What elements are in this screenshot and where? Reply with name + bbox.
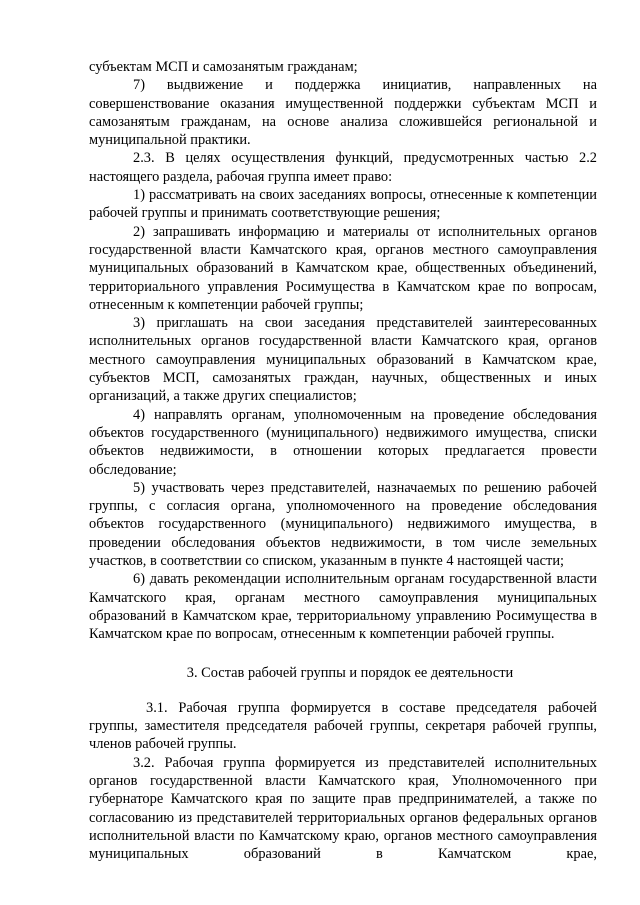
paragraph-3-1: 3.1. Рабочая группа формируется в составе председателя рабочей группы, заместителя председателя рабочей группы, секретаря рабочей группы, членов рабочей группы.: [89, 699, 597, 753]
paragraph-3-2: 3.2. Рабочая группа формируется из представителей исполнительных органов государственной власти Камчатского края, Уполномоченного при губернаторе Камчатского края по защите прав предпринимателей, а также по согласованию из представителей территориальных органов федеральных органов исполнительной власти по Камчатскому краю, органов местного самоуправления муниципальных образований в Камчатском крае,: [89, 754, 597, 863]
paragraph-item-3: 3) приглашать на свои заседания представителей заинтересованных исполнительных органов государственной власти Камчатского края, органов местного самоуправления муниципальных образований в Камчатском крае, субъектов МСП, самозанятых граждан, научных, общественных и иных организаций, а также других специалистов;: [89, 315, 597, 405]
document-page: [89, 58, 597, 863]
paragraph-item-1: 1) рассматривать на своих заседаниях вопросы, отнесенные к компетенции рабочей группы и принимать соответствующие решения;: [89, 187, 597, 222]
paragraph-item-6: 6) давать рекомендации исполнительным органам государственной власти Камчатского края, органам местного самоуправления муниципальных образований в Камчатском крае, территориальному управлению Росимущества в Камчатском крае по вопросам, отнесенным к компетенции рабочей группы.: [89, 571, 597, 643]
paragraph-item-4: 4) направлять органам, уполномоченным на проведение обследования объектов государственного (муниципального) недвижимого имущества, списки объектов недвижимости, в отношении которых предлагается провести обследование;: [89, 406, 597, 478]
paragraph-item-7: 7) выдвижение и поддержка инициатив, направленных на совершенствование оказания имущественной поддержки субъектам МСП и самозанятым гражданам, на основе анализа сложившейся региональной и муниципальной практики.: [89, 77, 597, 149]
paragraph-item-2: 2) запрашивать информацию и материалы от исполнительных органов государственной власти Камчатского края, органов местного самоуправления муниципальных образований в Камчатском крае, общественных объединений, территориального управления Росимущества в Камчатском крае по вопросам, отнесенным к компетенции рабочей группы;: [89, 223, 597, 313]
paragraph-continuation: субъектам МСП и самозанятым гражданам;: [89, 59, 358, 75]
section-heading: 3. Состав рабочей группы и порядок ее деятельности: [186, 664, 514, 681]
paragraph-2-3: 2.3. В целях осуществления функций, предусмотренных частью 2.2 настоящего раздела, рабочая группа имеет право:: [89, 150, 597, 185]
paragraph-item-5: 5) участвовать через представителей, назначаемых по решению рабочей группы, с согласия органа, уполномоченного на проведение обследования объектов государственного (муниципального) недвижимого имущества, в проведении обследования объектов недвижимости, в том числе земельных участков, в соответствии со списком, указанным в пункте 4 настоящей части;: [89, 479, 597, 570]
